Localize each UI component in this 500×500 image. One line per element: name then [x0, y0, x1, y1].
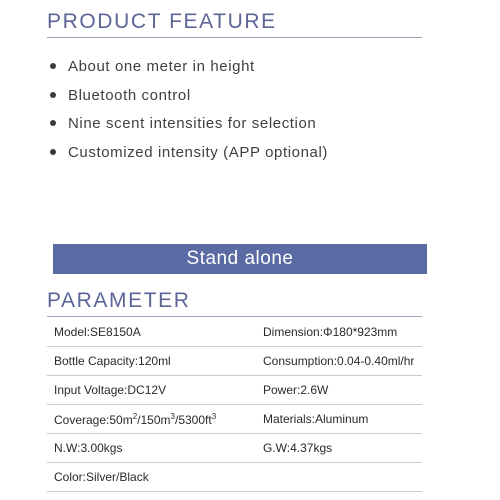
feature-item: [47, 84, 328, 113]
table-row: [47, 405, 422, 434]
table-row: [47, 318, 422, 347]
parameter-table: [47, 318, 422, 492]
bullet-icon: [50, 63, 56, 69]
param-coverage: [47, 405, 256, 434]
param-net-weight: N.W:3.00kgs: [47, 434, 256, 463]
feature-divider: [47, 37, 422, 38]
coverage-sup: 2: [132, 411, 138, 421]
table-row: [47, 463, 422, 492]
feature-item: [47, 112, 328, 141]
param-input-voltage: Input Voltage:DC12V: [47, 376, 256, 405]
feature-item-text: Bluetooth control: [68, 86, 191, 104]
product-feature-heading: PRODUCT FEATURE: [47, 10, 277, 33]
coverage-sup: 3: [211, 411, 217, 421]
param-empty: [256, 463, 422, 492]
feature-item-text: Customized intensity (APP optional): [68, 143, 329, 161]
coverage-prefix: Coverage:50m: [54, 412, 133, 427]
param-gross-weight: G.W:4.37kgs: [256, 434, 422, 463]
param-color: Color:Silver/Black: [47, 463, 256, 492]
param-model: Model:SE8150A: [47, 318, 256, 347]
table-row: [47, 434, 422, 463]
stand-alone-banner: Stand alone: [53, 244, 427, 274]
bullet-icon: [50, 120, 56, 126]
param-power: Power:2.6W: [256, 376, 422, 405]
param-bottle-capacity: Bottle Capacity:120ml: [47, 347, 256, 376]
bullet-icon: [50, 92, 56, 98]
table-row: [47, 376, 422, 405]
feature-item: [47, 141, 328, 170]
feature-item: [47, 55, 328, 84]
param-consumption: Consumption:0.04-0.40ml/hr: [256, 347, 422, 376]
feature-item-text: About one meter in height: [68, 58, 255, 75]
table-row: [47, 347, 422, 376]
param-dimension: Dimension:Φ180*923mm: [256, 318, 422, 347]
feature-item-text: Nine scent intensities for selection: [68, 115, 317, 132]
coverage-mid: /5300ft: [174, 412, 212, 427]
parameter-divider: [47, 316, 422, 317]
coverage-sup: 3: [170, 411, 175, 421]
feature-list: [47, 55, 328, 169]
parameter-heading: PARAMETER: [47, 289, 191, 312]
param-materials: Materials:Aluminum: [256, 405, 422, 434]
coverage-mid: /150m: [137, 412, 171, 427]
bullet-icon: [50, 149, 56, 155]
